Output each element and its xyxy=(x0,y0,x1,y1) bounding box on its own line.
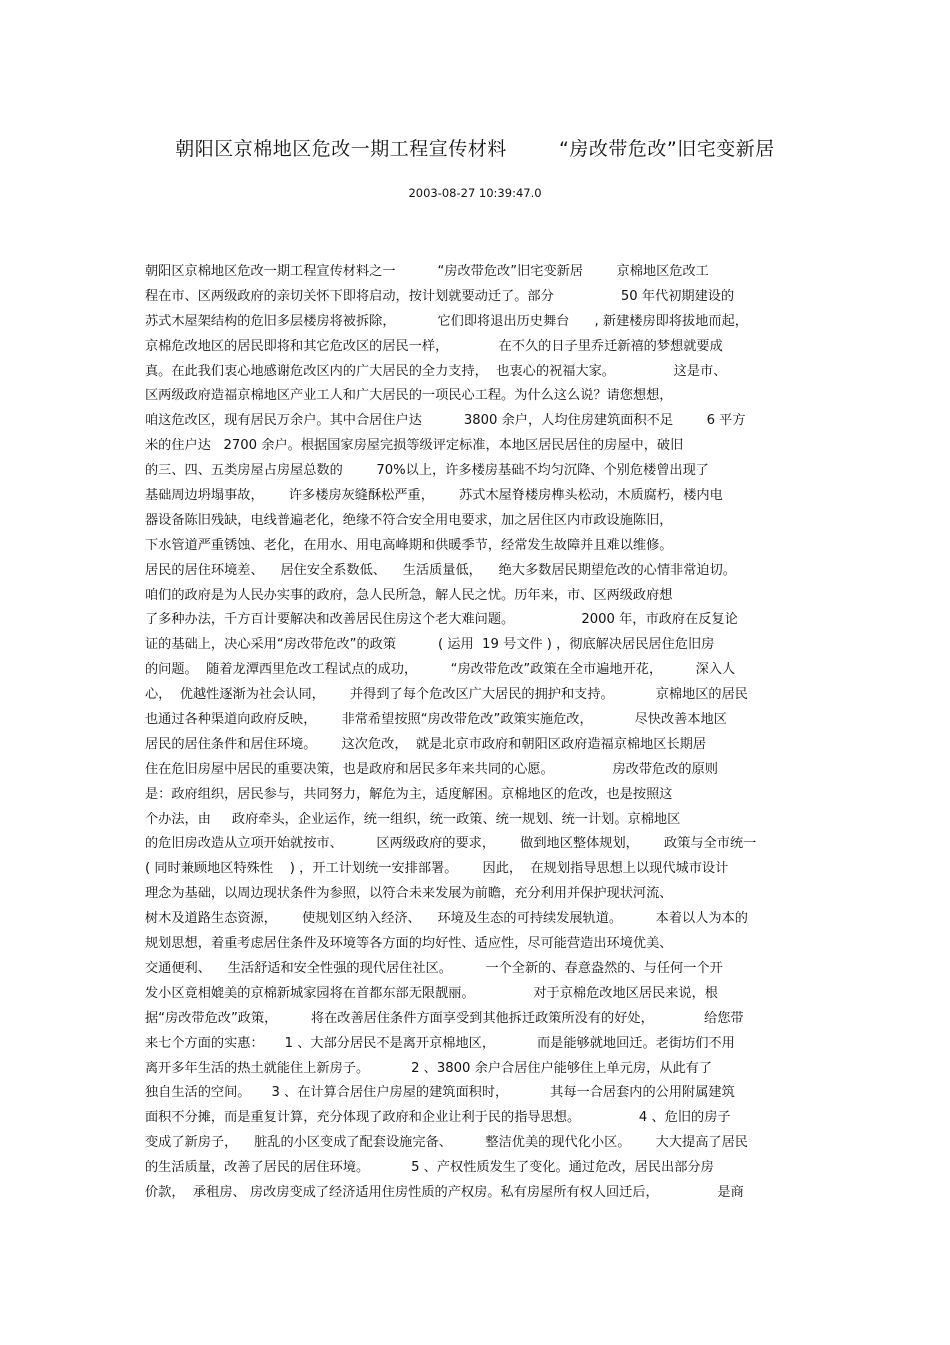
text-line: 米的住户达 2700 余户。根据国家房屋完损等级评定标准，本地区居民居住的房屋中，破旧 xyxy=(145,438,684,454)
publish-date: 2003-08-27 10:39:47.0 xyxy=(408,186,542,200)
text-line: 个办法，由 政府牵头，企业运作，统一组织，统一政策、统一规划、统一计划。京棉地区 xyxy=(145,811,681,827)
text-line: 树木及道路生态资源， 使规划区纳入经济、 环境及生态的可持续发展轨道。 本着以人为本的 xyxy=(145,911,748,927)
text-line: 下水管道严重锈蚀、老化，在用水、用电高峰期和供暖季节，经常发生故障并且难以维修。 xyxy=(145,537,673,553)
text-line: 来七个方面的实惠： 1 、大部分居民不是离开京棉地区， 而是能够就地回迁。老街坊们不用 xyxy=(145,1035,735,1051)
document-title: 朝阳区京棉地区危改一期工程宣传材料 “房改带危改”旧宅变新居 xyxy=(175,138,775,160)
body-text xyxy=(145,260,815,1206)
text-line: 理念为基础，以周边现状条件为参照，以符合未来发展为前瞻，充分利用并保护现状河流、 xyxy=(145,886,673,902)
text-line: 的危旧房改造从立项开始就按市、 区两级政府的要求， 做到地区整体规划， 政策与全市统一 xyxy=(145,836,757,852)
text-line: 程在市、区两级政府的亲切关怀下即将启动，按计划就要动迁了。部分 50 年代初期建设的 xyxy=(145,288,735,304)
text-line: 发小区竟相媲美的京棉新城家园将在首都东部无限靓丽。 对于京棉危改地区居民来说，根 xyxy=(145,985,718,1001)
text-line: 也通过各种渠道向政府反映， 非常希望按照“房改带危改”政策实施危改， 尽快改善本地区 xyxy=(145,712,727,728)
text-line: 据“房改带危改”政策， 将在改善居住条件方面享受到其他拆迁政策所没有的好处， 给您带 xyxy=(145,1010,744,1026)
text-line: 规划思想，着重考虑居住条件及环境等各方面的均好性、适应性，尽可能营造出环境优美、 xyxy=(145,936,673,952)
text-line: 咱这危改区，现有居民万余户。其中合居住户达 3800 余户，人均住房建筑面积不足 6 平方 xyxy=(145,413,746,429)
text-line: ( 同时兼顾地区特殊性 ) ，开工计划统一安排部署。 因此， 在规划指导思想上以现代城市设计 xyxy=(145,861,729,877)
text-line: 独自生活的空间。 3 、在计算合居住户房屋的建筑面积时， 其每一合居套内的公用附属建筑 xyxy=(145,1085,735,1101)
text-line: 了多种办法，千方百计要解决和改善居民住房这个老大难问题。 2000 年，市政府在反复论 xyxy=(145,612,738,628)
text-line: 苏式木屋架结构的危旧多层楼房将被拆除， 它们即将退出历史舞台 , 新建楼房即将拔地而起， xyxy=(145,313,748,329)
text-line: 离开多年生活的热土就能住上新房子。 2 、3800 余户合居住户能够住上单元房，从此有了 xyxy=(145,1060,713,1076)
text-line: 区两级政府造福京棉地区产业工人和广大居民的一项民心工程。为什么这么说？请您想想， xyxy=(145,388,673,404)
text-line: 变成了新房子， 脏乱的小区变成了配套设施完备、 整洁优美的现代化小区。 大大提高了居民 xyxy=(145,1135,748,1151)
text-line: 咱们的政府是为人民办实事的政府，急人民所急，解人民之忧。历年来，市、区两级政府想 xyxy=(145,587,673,603)
text-line: 的问题。 随着龙潭西里危改工程试点的成功， “房改带危改”政策在全市遍地开花， 深入人 xyxy=(145,662,736,678)
text-line: 证的基础上，决心采用“房改带危改”的政策 ( 运用 19 号文件 ) ，彻底解决居民居住危旧房 xyxy=(145,637,715,653)
text-line: 居民的居住条件和居住环境。 这次危改， 就是北京市政府和朝阳区政府造福京棉地区长期居 xyxy=(145,736,707,752)
text-line: 住在危旧房屋中居民的重要决策，也是政府和居民多年来共同的心愿。 房改带危改的原则 xyxy=(145,761,718,777)
text-line: 交通便利、 生活舒适和安全性强的现代居住社区。 一个全新的、春意盎然的、与任何一个开 xyxy=(145,960,723,976)
text-line: 的生活质量，改善了居民的居住环境。 5 、产权性质发生了变化。通过危改，居民出部分房 xyxy=(145,1160,714,1176)
text-line: 价款， 承租房、 房改房变成了经济适用住房性质的产权房。私有房屋所有权人回迁后， 是商 xyxy=(145,1184,744,1200)
text-line: 基础周边坍塌事故， 许多楼房灰缝酥松严重， 苏式木屋脊楼房榫头松动，木质腐朽，楼内电 xyxy=(145,488,723,504)
text-line: 是：政府组织，居民参与，共同努力，解危为主，适度解困。京棉地区的危改，也是按照这 xyxy=(145,786,673,802)
text-line: 的三、四、五类房屋占房屋总数的 70%以上，许多楼房基础不均匀沉降、个别危楼曾出现了 xyxy=(145,463,709,479)
text-line: 面积不分摊，而是重复计算，充分体现了政府和企业让利于民的指导思想。 4 、危旧的房子 xyxy=(145,1110,731,1126)
text-line: 器设备陈旧残缺，电线普遍老化，绝缘不符合安全用电要求，加之居住区内市政设施陈旧， xyxy=(145,512,673,528)
text-line: 真。在此我们衷心地感谢危改区内的广大居民的全力支持， 也衷心的祝福大家。 这是市、 xyxy=(145,363,727,379)
text-line: 朝阳区京棉地区危改一期工程宣传材料之一 “房改带危改”旧宅变新居 京棉地区危改工 xyxy=(145,264,709,279)
text-line: 居民的居住环境差、 居住安全系数低、 生活质量低， 绝大多数居民期望危改的心情非常迫切。 xyxy=(145,562,736,578)
text-line: 心， 优越性逐渐为社会认同， 并得到了每个危改区广大居民的拥护和支持。 京棉地区的居民 xyxy=(145,687,748,703)
text-line: 京棉危改地区的居民即将和其它危改区的居民一样， 在不久的日子里乔迁新禧的梦想就要成 xyxy=(145,338,723,354)
